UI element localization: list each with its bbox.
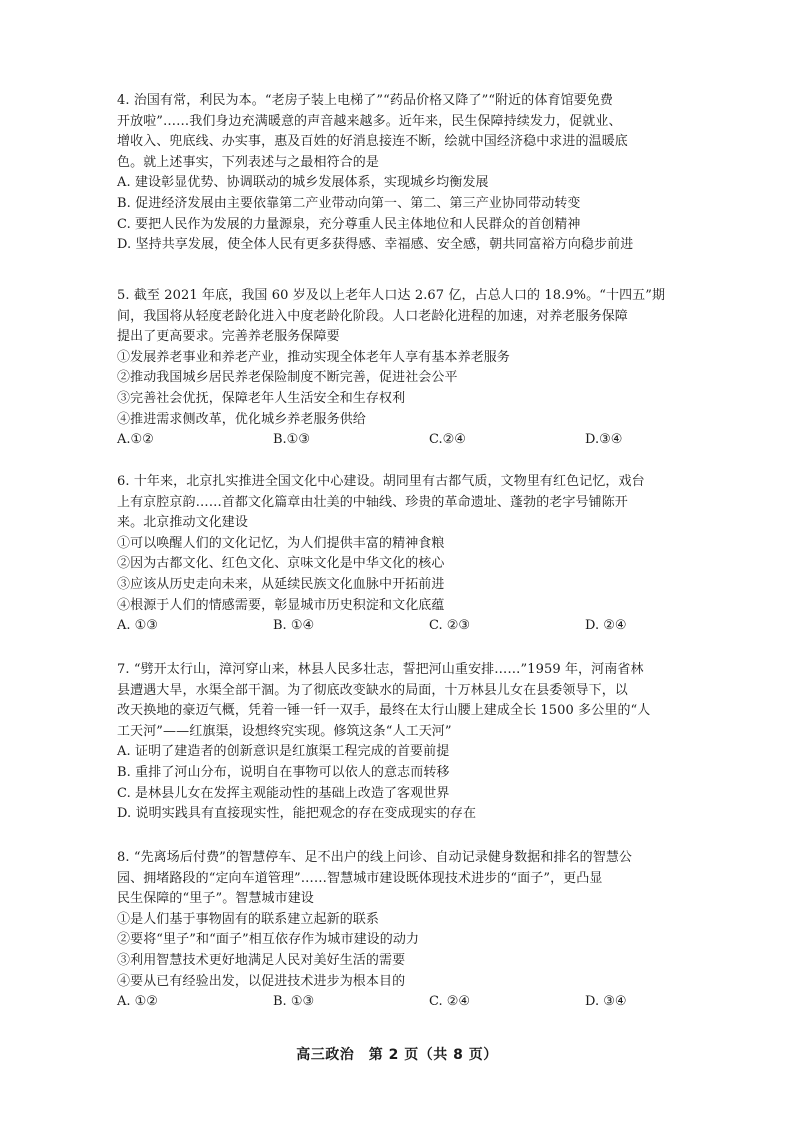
option-c: C. 要把人民作为发展的力量源泉，充分尊重人民主体地位和人民群众的首创精神 (117, 216, 581, 232)
choice-b: B. ①④ (273, 618, 315, 634)
choice-row (117, 992, 692, 1013)
question-stem-line: 色。就上述事实，下列表述与之最相符合的是 (117, 154, 380, 170)
statement-1: ①可以唤醒人们的文化记忆，为人们提供丰富的精神食粮 (117, 535, 445, 551)
statement-2: ②推动我国城乡居民养老保险制度不断完善，促进社会公平 (117, 370, 458, 386)
choice-d: D.③④ (585, 432, 623, 448)
question-8 (117, 848, 692, 1013)
statement-2: ②因为古都文化、红色文化、京味文化是中华文化的核心 (117, 556, 445, 572)
choice-row (117, 616, 692, 637)
question-stem-line: 改天换地的豪迈气概，凭着一锤一钎一双手，最终在太行山腰上建成全长 1500 多公里的“人 (117, 703, 651, 719)
question-stem-line: 开放啦”……我们身边充满暖意的声音越来越多。近年来，民生保障持续发力，促就业、 (117, 113, 622, 129)
choice-a: A. ①③ (117, 618, 158, 634)
question-stem-line: 来。北京推动文化建设 (117, 515, 249, 531)
option-b: B. 促进经济发展由主要依靠第二产业带动向第一、第二、第三产业协同带动转变 (117, 195, 581, 211)
question-stem-line: 7. “劈开太行山，漳河穿山来，林县人民多壮志，誓把河山重安排……”1959 年，河南省林 (117, 662, 644, 677)
question-stem-line: 6. 十年来，北京扎实推进全国文化中心建设。胡同里有古都气质，文物里有红色记忆，戏台 (117, 474, 645, 489)
question-stem-line: 民生保障的“里子”。智慧城市建设 (117, 891, 314, 907)
question-stem-line: 上有京腔京韵……首都文化篇章由壮美的中轴线、珍贵的革命遗址、蓬勃的老字号铺陈开 (117, 494, 628, 510)
statement-1: ①是人们基于事物固有的联系建立起新的联系 (117, 911, 380, 927)
choice-row (117, 430, 692, 451)
statement-3: ③利用智慧技术更好地满足人民对美好生活的需要 (117, 952, 406, 968)
question-stem-line: 5. 截至 2021 年底，我国 60 岁及以上老年人口达 2.67 亿，占总人口的 18.9%。“十四五”期 (117, 288, 666, 303)
statement-4: ④推进需求侧改革，优化城乡养老服务供给 (117, 411, 366, 427)
statement-3: ③完善社会优抚，保障老年人生活安全和生存权利 (117, 390, 406, 406)
choice-c: C.②④ (429, 432, 466, 448)
statement-1: ①发展养老事业和养老产业，推动实现全体老年人享有基本养老服务 (117, 349, 511, 365)
option-b: B. 重排了河山分布，说明自在事物可以依人的意志而转移 (117, 764, 450, 780)
choice-d: D. ③④ (585, 994, 627, 1010)
statement-4: ④根源于人们的情感需要，彰显城市历史积淀和文化底蕴 (117, 597, 445, 613)
option-a: A. 证明了建造者的创新意识是红旗渠工程完成的首要前提 (117, 744, 450, 760)
question-stem-line: 园、拥堵路段的“定向车道管理”……智慧城市建设既体现技术进步的“面子”，更凸显 (117, 870, 603, 886)
page-footer: 高三政治 第 2 页（共 8 页） (296, 1047, 498, 1063)
question-6 (117, 472, 692, 637)
choice-b: B.①③ (273, 432, 310, 448)
question-stem-line: 间，我国将从轻度老龄化进入中度老龄化阶段。人口老龄化进程的加速，对养老服务保障 (117, 308, 628, 324)
option-c: C. 是林县儿女在发挥主观能动性的基础上改造了客观世界 (117, 785, 450, 801)
question-stem-line: 提出了更高要求。完善养老服务保障要 (117, 329, 340, 345)
question-stem-line: 工天河”——红旗渠，设想终究实现。修筑这条“人工天河” (117, 723, 452, 739)
question-4 (117, 91, 692, 256)
option-d: D. 坚持共享发展，使全体人民有更多获得感、幸福感、安全感，朝共同富裕方向稳步前进 (117, 237, 634, 253)
statement-3: ③应该从历史走向未来，从延续民族文化血脉中开拓前进 (117, 576, 445, 592)
choice-a: A. ①② (117, 994, 158, 1010)
statement-2: ②要将“里子”和“面子”相互依存作为城市建设的动力 (117, 932, 420, 948)
choice-a: A.①② (117, 432, 154, 448)
question-stem-line: 8. “先离场后付费”的智慧停车、足不出户的线上问诊、自动记录健身数据和排名的智慧公 (117, 850, 633, 865)
question-stem-line: 增收入、兜底线、办实事，惠及百姓的好消息接连不断，绘就中国经济稳中求进的温暖底 (117, 134, 628, 150)
choice-b: B. ①③ (273, 994, 315, 1010)
statement-4: ④要从已有经验出发，以促进技术进步为根本目的 (117, 973, 406, 989)
choice-d: D. ②④ (585, 618, 627, 634)
question-5 (117, 286, 692, 451)
question-stem-line: 4. 治国有常，利民为本。“老房子装上电梯了”“药品价格又降了”“附近的体育馆要免费 (117, 93, 613, 108)
choice-c: C. ②④ (429, 994, 471, 1010)
option-d: D. 说明实践具有直接现实性，能把观念的存在变成现实的存在 (117, 806, 477, 822)
choice-c: C. ②③ (429, 618, 471, 634)
question-stem-line: 县遭遇大旱，水渠全部干涸。为了彻底改变缺水的局面，十万林县儿女在县委领导下，以 (117, 682, 628, 698)
question-7 (117, 660, 692, 825)
option-a: A. 建设彰显优势、协调联动的城乡发展体系，实现城乡均衡发展 (117, 175, 489, 191)
